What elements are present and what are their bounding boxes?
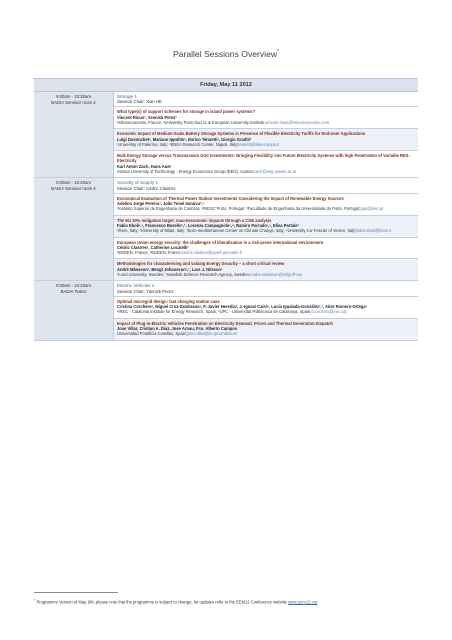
session-time-cell — [34, 281, 114, 339]
paper-entry — [114, 216, 418, 238]
paper-authors: Cédric Clastres¹, Catherine Locatelli² — [117, 244, 189, 250]
paper-entry — [114, 129, 418, 151]
page-title-text: Parallel Sessions Overview — [172, 49, 278, 59]
paper-entry — [114, 194, 418, 216]
paper-email-link[interactable]: ccorchero@irec.cat — [311, 309, 347, 315]
session-time: 9:00am - 10:30am — [56, 94, 91, 99]
session-content — [114, 281, 418, 339]
paper-affiliation-line — [117, 206, 415, 211]
paper-affiliation: ¹Lund University, Sweden; ²Swedish Defence Research Agency, Sweden; — [117, 272, 250, 278]
session-chair: Session Chair: Yannick Perez — [117, 288, 174, 294]
paper-authors: Cristina Corchero¹, Miguel Cruz-Zambrano¹, F.-Javier Heredia², J.-Ignasi Cairó¹, Lucía Igualada-González¹,², Aitor Romero-Ortega¹ — [117, 304, 368, 310]
session-chair: Session Chair: Xian HE — [117, 99, 162, 105]
paper-affiliation: ¹EDDEN, France; ²EDDEN, France; — [117, 250, 182, 256]
session-row — [34, 92, 418, 178]
session-row — [34, 281, 418, 340]
paper-affiliation-line — [117, 169, 415, 174]
session-row — [34, 178, 418, 281]
session-time: 9:00am - 10:30am — [56, 283, 91, 289]
session-time: 9:00am - 10:30am — [56, 180, 91, 186]
schedule-table — [34, 78, 418, 341]
footnote-text: Programme Version of May, 9th, please note that the programme is subject to change, for updates refer to the EEM12 Conference website — [36, 599, 287, 605]
paper-affiliation-line — [117, 120, 415, 125]
session-header — [114, 281, 418, 296]
paper-authors: Adelino Jorge Pereira¹, João Tomé Saraiva²,³ — [117, 201, 204, 207]
session-content — [114, 178, 418, 280]
session-time-cell — [34, 92, 114, 177]
session-name: Electric Vehicles 1 — [117, 283, 155, 289]
paper-title: What type(s) of support schemes for storage in island power systems? — [117, 109, 256, 115]
paper-title: Impact of Plug-in-Electric Vehicles Penetration on Electricity Demand, Prices and Thermal Generation Dispatch — [117, 320, 333, 326]
day-header: Friday, May 11 2012 — [34, 78, 418, 92]
paper-authors: Vincent Rious¹, Yannick Perez² — [117, 114, 177, 120]
paper-affiliation: ¹IREC - Catalonia Institute for Energy Research, Spain; ²UPC - Universitat Politècnica de Catalunya, Spain; — [117, 309, 312, 315]
session-room: BADIA Teatro — [60, 289, 87, 295]
paper-affiliation-line — [117, 272, 415, 277]
title-footnote-mark: * — [277, 49, 280, 56]
paper-email-link[interactable]: cedric.clastres@upmf-grenoble.fr — [181, 250, 243, 256]
paper-entry — [114, 297, 418, 319]
paper-email-link[interactable]: vincent.rious@microeconomix.com — [265, 120, 330, 125]
paper-affiliation: Universidad Pontificia Comillas, Spain; — [117, 331, 188, 337]
paper-entry — [114, 107, 418, 129]
paper-entry — [114, 151, 418, 177]
paper-affiliation: ¹feem, Italy; ²University of Milan, Italy; ³Euro-mediterranean Center on Climate Change, Italy; ⁴University Ca' Foscari of Venice, Italy; — [117, 228, 357, 234]
session-header — [114, 92, 418, 107]
session-chair: Session Chair: Cédric Clastres — [117, 185, 176, 191]
paper-entry — [114, 319, 418, 340]
session-name: Storage 1 — [117, 94, 137, 99]
paper-title: Bulk Energy Storage versus Transmission Grid Investments: Bringing Flexibility into Future Electricity Systems with high Penetration of Variable RES-Electricity — [117, 153, 410, 164]
paper-affiliation: ¹Microeconomix, France; ²University Paris-Sud 11 & European University Institute; — [117, 120, 266, 125]
paper-affiliation-line — [117, 309, 415, 314]
session-name: Security of Supply 1 — [117, 180, 158, 186]
session-header — [114, 178, 418, 193]
paper-title: Methodologies for characterising and valuing Energy Security – a short critical review — [117, 261, 285, 267]
paper-title: Optimal microgrid design: fast charging station case — [117, 298, 220, 304]
paper-email-link[interactable]: jose.villar@iit.upcomillas.es — [187, 331, 238, 337]
paper-authors: André Månsson¹, Bengt Johansson¹,², Lars J. Nilsson¹ — [117, 266, 223, 272]
paper-affiliation: Vienna University of Technology - Energy Economics Group (EEG), Austria; — [117, 169, 254, 175]
paper-authors: Fabio Eboli¹,³, Francesco Bosello¹,², Lorenza Campagnolo³,⁴, Ramiro Parrado¹,³, Elisa Portale¹ — [117, 222, 299, 228]
paper-affiliation-line — [117, 250, 415, 255]
page-title — [0, 49, 452, 59]
paper-title: The EU 30% mitigation target: macroeconomic impacts through a CGE analysis — [117, 217, 272, 223]
sessions-list — [34, 92, 418, 341]
footnote — [34, 597, 418, 605]
paper-email-link[interactable]: telaretti@dieet.unipa.it — [238, 141, 280, 147]
paper-authors: Karl Anton Zach, Hans Auer — [117, 163, 172, 169]
paper-title: Economic Impact of Medium-Scale Battery Storage Systems in Presence of Flexible Electricity Tariffs for End-User Applications — [117, 131, 366, 137]
paper-affiliation-line — [117, 331, 415, 336]
paper-email-link[interactable]: fabio.eboli@feem.it — [356, 228, 392, 234]
footnote-link[interactable]: www.eem12.org — [288, 599, 318, 605]
paper-affiliation-line — [117, 228, 415, 233]
paper-email-link[interactable]: zach@eeg.tuwien.ac.at — [253, 169, 297, 175]
footnote-mark: * — [34, 598, 36, 602]
footnote-divider — [34, 592, 118, 593]
paper-entry — [114, 259, 418, 280]
paper-entry — [114, 238, 418, 260]
paper-email-link[interactable]: apa@isec.pt — [360, 206, 384, 212]
paper-affiliation: ¹University of Palermo, Italy; ²ENEA Research Center, Napoli, Italy; — [117, 141, 239, 147]
paper-authors: Luigi Dusonchet¹, Mariano Ippolito¹, Enrico Telaretti¹, Giorgio Graditi² — [117, 136, 252, 142]
paper-title: European Union energy security: the challenges of liberalisation in a risk-prone international environment — [117, 239, 324, 245]
paper-title: Economical Evaluation of Thermal Power Station Investments Considering the Impact of Renewable Energy Sources — [117, 195, 344, 201]
paper-affiliation: ¹Instituto Superior de Engenharia de Coimbra; ²INESC Porto, Portugal; ³Faculdade de Engenharia da Universidade do Porto, Portugal; — [117, 206, 361, 212]
session-time-cell — [34, 178, 114, 280]
session-content — [114, 92, 418, 177]
session-room: BADIA Seminar room 4 — [51, 186, 96, 192]
paper-email-link[interactable]: Andre.Mansson@miljo.lth.se — [249, 272, 303, 278]
paper-authors: Jose Villar, Cristian A. Diaz, Jose Arnau, Fco. Alberto Campos — [117, 325, 238, 331]
session-room: BADIA Seminar room 2 — [51, 100, 96, 105]
paper-affiliation-line — [117, 142, 415, 147]
